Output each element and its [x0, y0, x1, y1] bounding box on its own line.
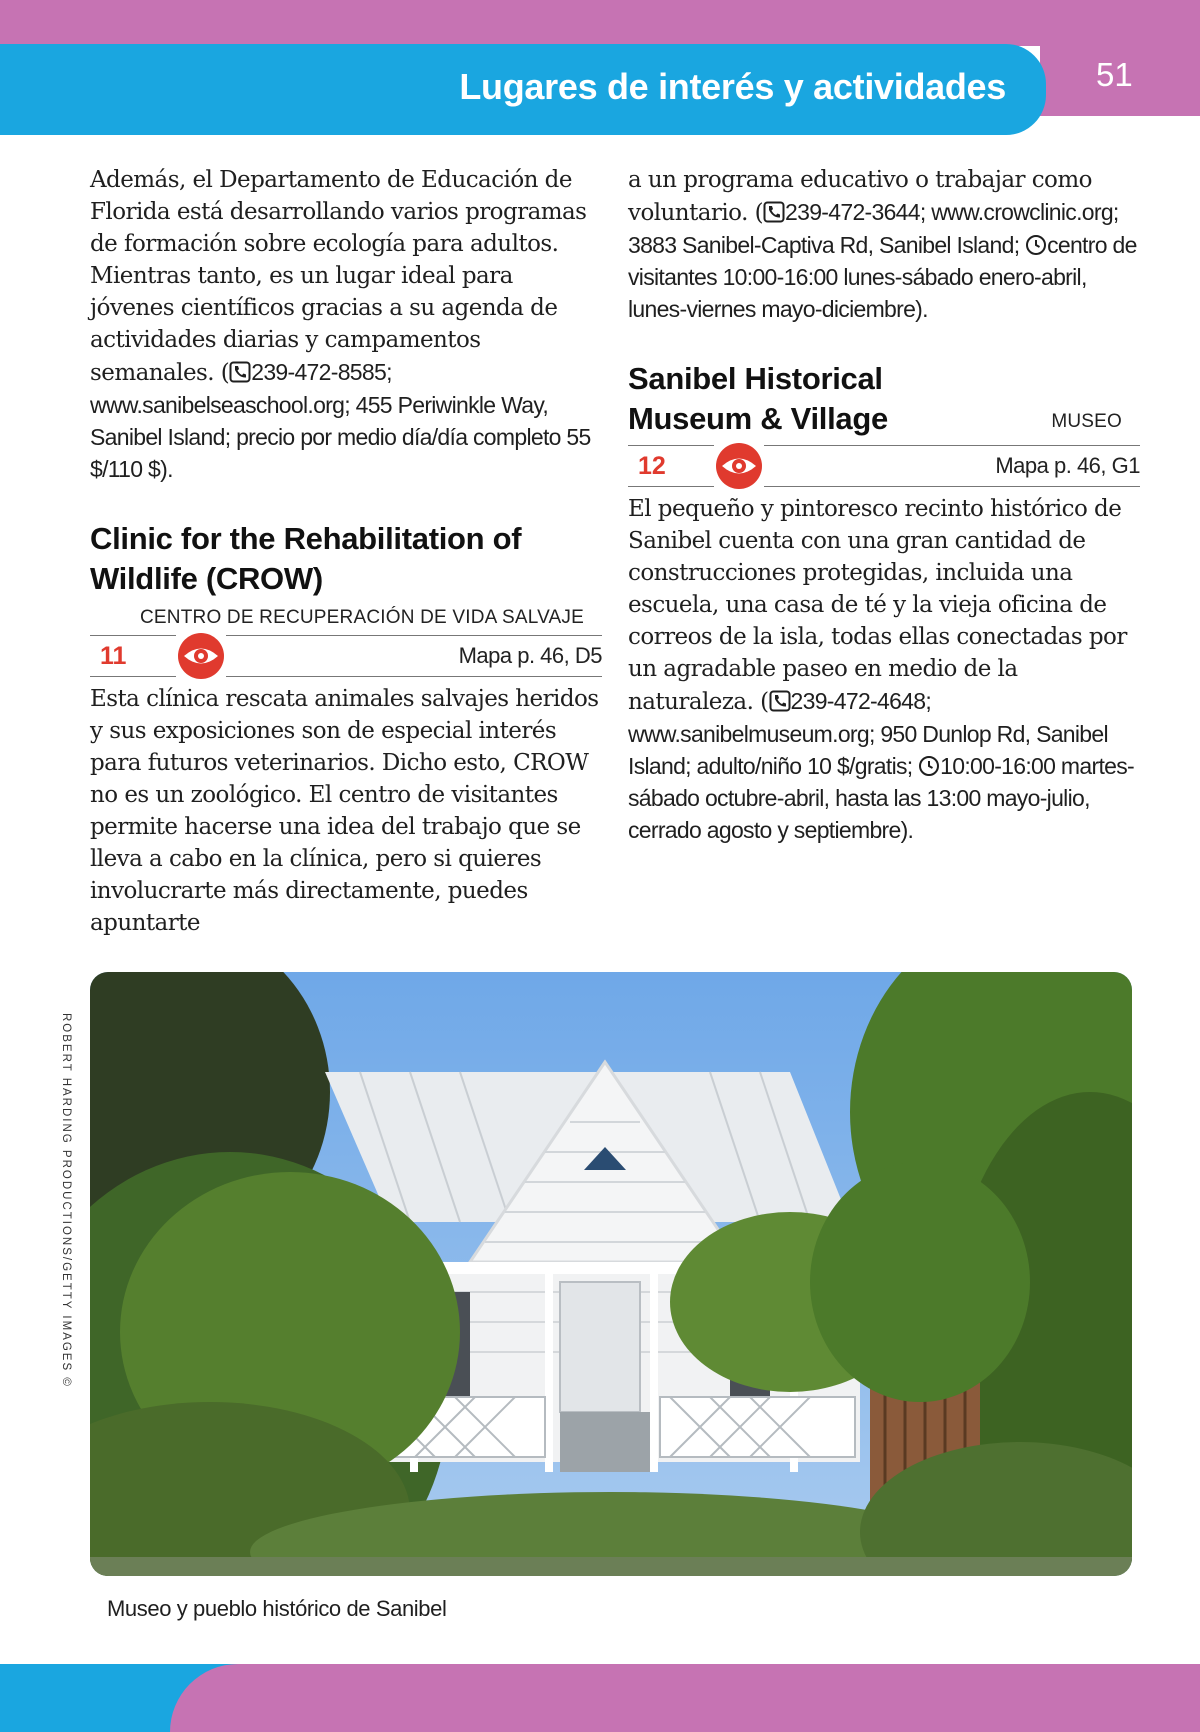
entry-phone[interactable]: 239-472-4648 — [790, 688, 926, 714]
entry-meta-row — [628, 445, 1140, 487]
section-title: Lugares de interés y actividades — [459, 66, 1006, 107]
continued-info: ; www.crowclinic.org; 3883 Sanibel-Captiva Rd, Sanibel Island; — [628, 199, 1119, 258]
entry-map-ref: Mapa p. 46, D5 — [458, 643, 602, 668]
entry-title-line2: Museum & Village — [628, 401, 888, 436]
entry-hours: 10:00-16:00 martes-sábado octubre-abril, hasta las 13:00 mayo-julio, cerrado agosto y septiembre). — [628, 753, 1134, 843]
bottom-band-pink — [170, 1664, 1200, 1732]
left-column — [90, 164, 602, 939]
entry-info: ; www.sanibelmuseum.org; 950 Dunlop Rd, Sanibel Island; adulto/niño 10 $/gratis; — [628, 688, 1108, 779]
entry-meta-row — [90, 635, 602, 677]
continued-body: a un programa educativo o trabajar como voluntario. ( — [628, 167, 1092, 226]
entry-title-row — [628, 399, 1140, 439]
entry-body: El pequeño y pintoresco recinto histórico de Sanibel cuenta con una gran cantidad de construcciones protegidas, incluida una escuela, una casa de té y la vieja oficina de correos de la isla, todas ellas conectadas por un agradable paseo en medio de la naturaleza. ( — [628, 496, 1127, 715]
intro-body: Además, el Departamento de Educación de Florida está desarrollando varios programas de formación sobre ecología para adultos. Mientras tanto, es un lugar ideal para jóvenes científicos gracias a su agenda de actividades diarias y campamentos semanales. ( — [90, 167, 587, 386]
entry-paragraph — [628, 493, 1140, 846]
entry-body: Esta clínica rescata animales salvajes heridos y sus exposiciones son de especial interés para futuros veterinarios. Dicho esto, CROW no es un zoológico. El centro de visitantes permite hacerse una idea del trabajo que se lleva a cabo en la clínica, pero si quieres involucrarte más directamente, puedes apuntarte — [90, 686, 599, 936]
clock-icon — [1025, 234, 1047, 260]
museum-photo — [90, 972, 1132, 1576]
photo-caption: Museo y pueblo histórico de Sanibel — [107, 1596, 447, 1621]
intro-info: ; www.sanibelseaschool.org; 455 Periwinkle Way, Sanibel Island; precio por medio día/día completo 55 $/110 $). — [90, 359, 591, 482]
intro-phone[interactable]: 239-472-8585 — [251, 359, 387, 385]
phone-icon — [763, 201, 785, 227]
entry-map-ref: Mapa p. 46, G1 — [995, 453, 1140, 478]
entry-number: 11 — [100, 641, 127, 670]
phone-icon — [229, 361, 251, 387]
photo-credit: ROBERT HARDING PRODUCTIONS/GETTY IMAGES © — [60, 1013, 72, 1388]
continued-paragraph — [628, 164, 1140, 325]
continued-phone[interactable]: 239-472-3644 — [785, 199, 920, 225]
entry-title-line1: Sanibel Historical — [628, 361, 883, 396]
eye-icon — [176, 631, 226, 681]
top-band — [0, 0, 1200, 46]
entry-museum — [628, 359, 1140, 846]
entry-number: 12 — [638, 451, 666, 480]
eye-icon — [714, 441, 764, 491]
continued-hours: centro de visitantes 10:00-16:00 lunes-sábado enero-abril, lunes-viernes mayo-diciembre). — [628, 232, 1137, 322]
right-column — [628, 164, 1140, 846]
clock-icon — [918, 755, 940, 781]
entry-title: Clinic for the Rehabilitation of Wildlife (CROW) — [90, 521, 522, 596]
entry-category: CENTRO DE RECUPERACIÓN DE VIDA SALVAJE — [140, 607, 584, 628]
phone-icon — [769, 690, 791, 716]
intro-paragraph — [90, 164, 602, 485]
page-number: 51 — [1096, 56, 1133, 93]
entry-category: MUSEO — [1051, 411, 1122, 432]
entry-crow — [90, 519, 602, 939]
